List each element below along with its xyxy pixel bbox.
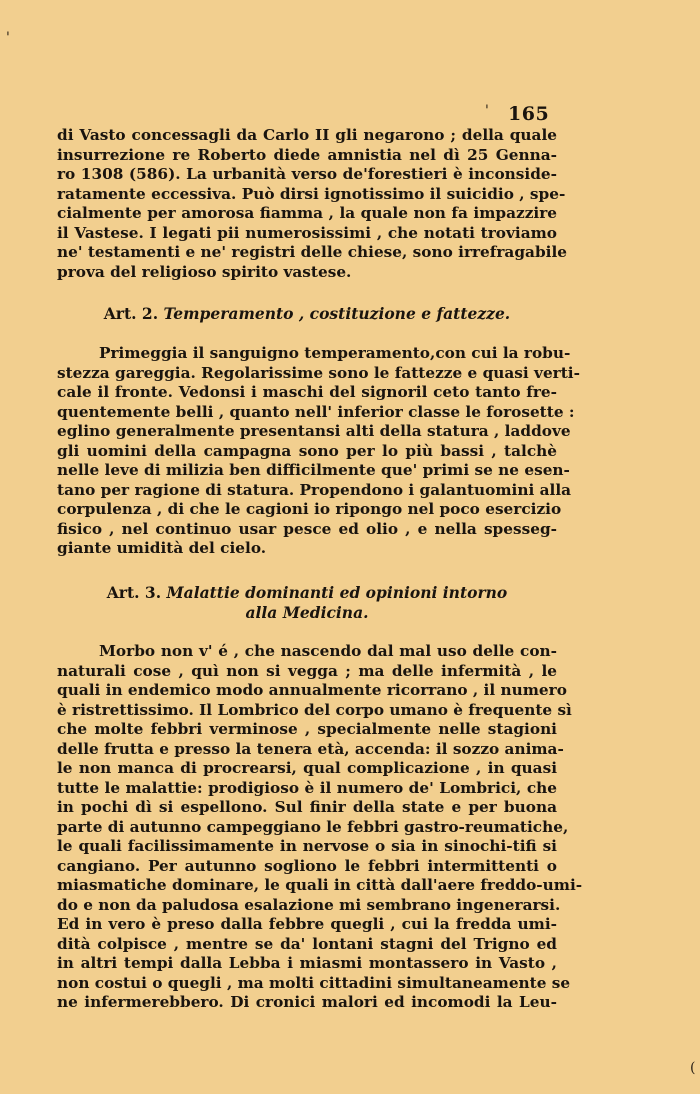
margin-speck: ' [485,103,489,119]
text-line: quali in endemico modo annualmente ricorrano , il numero [57,681,567,699]
text-line: gli uomini della campagna sono per lo più bassi , talchè [57,441,557,460]
article-number: Art. 3. [106,583,162,602]
text-line: ratamente eccessiva. Può dirsi ignotissimo il suicidio , spe- [57,184,566,203]
text-line: le quali facilissimamente in nervose o sia in sinochi-tifi si [57,837,557,855]
text-line: cale il fronte. Vedonsi i maschi del signoril ceto tanto fre- [57,383,557,401]
text-line: ro 1308 (586). La urbanità verso de'forestieri è inconside- [57,165,557,183]
text-line: eglino generalmente presentansi alti della statura , laddove [57,422,571,440]
text-line: tano per ragione di statura. Propendono i galantuomini alla [57,480,572,499]
section-heading-art-2 [57,304,557,324]
text-line: dità colpisce , mentre se da' lontani stagni del Trigno ed [57,934,557,953]
text-line: fisico , nel continuo usar pesce ed olio , e nella spesseg- [57,519,557,538]
text-line: ne' testamenti e ne' registri delle chiese, sono irrefragabile [57,243,568,261]
text-line: parte di autunno campeggiano le febbri gastro-reumatiche, [57,817,569,836]
text-line: prova del religioso spirito vastese. [57,262,352,281]
paragraph-2 [57,344,580,559]
text-line: le non manca di procrearsi, qual complicazione , in quasi [57,759,557,777]
article-title-line-2: alla Medicina. [245,603,369,622]
text-line: nelle leve di milizia ben difficilmente que' primi se ne esen- [57,461,570,479]
page-number: 165 [508,103,550,125]
text-line: che molte febbri verminose , specialmente nelle stagioni [57,720,557,738]
text-line: ne infermerebbero. Di cronici malori ed incomodi la Leu- [57,993,557,1011]
text-line: in altri tempi dalla Lebba i miasmi montassero in Vasto , [57,954,557,972]
text-line: non costui o quegli , ma molti cittadini simultaneamente se [57,973,571,992]
text-line: è ristrettissimo. Il Lombrico del corpo umano è frequente sì [57,700,572,719]
margin-speck: ' [6,30,10,46]
text-line: il Vastese. I legati pii numerosissimi , che notati troviamo [57,223,557,242]
text-line: delle frutta e presso la tenera età, accenda: il sozzo anima- [57,739,564,758]
text-line: cangiano. Per autunno sogliono le febbri intermittenti o [57,856,557,875]
article-number: Art. 2. [103,304,159,323]
text-line: Morbo non v' é , che nascendo dal mal uso delle con- [99,642,557,660]
paragraph-1 [57,126,568,282]
text-line: di Vasto concessagli da Carlo II gli negarono ; della quale [57,126,557,144]
text-line: stezza gareggia. Regolarissime sono le fattezze e quasi verti- [57,363,580,382]
text-line: insurrezione re Roberto diede amnistia nel dì 25 Genna- [57,145,557,164]
text-line: Ed in vero è preso dalla febbre quegli , cui la fredda umi- [57,915,557,933]
text-line: tutte le malattie: prodigioso è il numero de' Lombrici, che [57,778,557,797]
text-line: in pochi dì si espellono. Sul finir della state e per buona [57,798,557,816]
text-line: corpulenza , di che le cagioni io ripongo nel poco esercizio [57,500,562,518]
text-line: quentemente belli , quanto nell' inferior classe le forosette : [57,402,575,421]
text-line: Primeggia il sanguigno temperamento,con cui la robu- [99,344,571,362]
section-heading-art-3 [57,583,557,623]
text-line: cialmente per amorosa fiamma , la quale non fa impazzire [57,204,557,222]
text-line: miasmatiche dominare, le quali in città dall'aere freddo-umi- [57,876,583,894]
margin-speck: ( [690,1060,696,1076]
text-line: naturali cose , quì non si vegga ; ma delle infermità , le [57,661,557,680]
text-line: giante umidità del cielo. [57,539,267,557]
article-title: Temperamento , costituzione e fattezze. [163,304,511,323]
article-title-line-1: Malattie dominanti ed opinioni intorno [166,583,508,602]
text-line: do e non da paludosa esalazione mi sembrano ingenerarsi. [57,895,561,914]
paragraph-3 [57,642,583,1013]
